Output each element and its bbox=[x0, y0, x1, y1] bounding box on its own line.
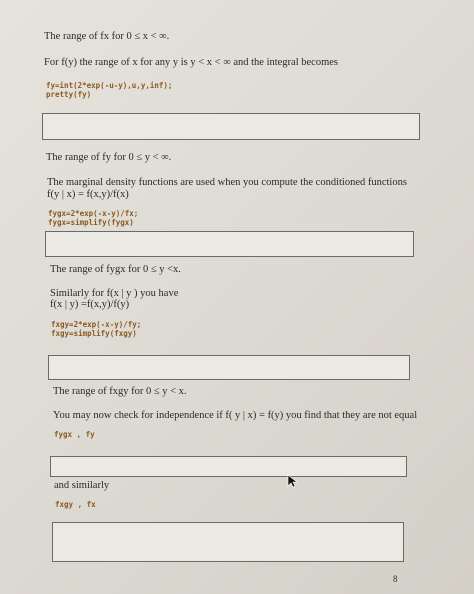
code-line: fygx , fy bbox=[54, 430, 95, 439]
code-line: fy=int(2*exp(-u-y),u,y,inf); bbox=[46, 81, 173, 90]
range-fygx-text: The range of fygx for 0 ≤ y <x. bbox=[50, 264, 181, 275]
range-fy-text: The range of fy for 0 ≤ y < ∞. bbox=[46, 152, 172, 163]
mouse-cursor-icon bbox=[287, 474, 297, 488]
answer-box-3[interactable] bbox=[48, 355, 410, 380]
page-number: 8 bbox=[393, 574, 398, 584]
code-line: fygx=simplify(fygx) bbox=[48, 218, 134, 227]
range-fx-text: The range of fx for 0 ≤ x < ∞. bbox=[44, 31, 170, 42]
answer-box-2[interactable] bbox=[45, 231, 414, 257]
code-line: fygx=2*exp(-x-y)/fx; bbox=[48, 209, 139, 218]
conditional-formula-fygx: f(y | x) = f(x,y)/f(x) bbox=[47, 189, 129, 200]
answer-box-1[interactable] bbox=[42, 113, 420, 140]
code-line: fxgy=2*exp(-x-y)/fy; bbox=[51, 320, 142, 329]
range-fxgy-text: The range of fxgy for 0 ≤ y < x. bbox=[53, 386, 187, 397]
code-line: fxgy , fx bbox=[55, 500, 96, 509]
marginal-density-text: The marginal density functions are used when you compute the conditioned functions bbox=[47, 177, 407, 188]
code-line: fxgy=simplify(fxgy) bbox=[51, 329, 137, 338]
answer-box-5[interactable] bbox=[52, 522, 404, 562]
answer-box-4[interactable] bbox=[50, 456, 407, 477]
conditional-formula-fxgy: f(x | y) =f(x,y)/f(y) bbox=[50, 299, 130, 310]
fy-range-text: For f(y) the range of x for any y is y < x < ∞ and the integral becomes bbox=[44, 57, 338, 68]
independence-text: You may now check for independence if f( y | x) = f(y) you find that they are not equal bbox=[53, 410, 418, 421]
and-similarly-text: and similarly bbox=[54, 480, 110, 491]
code-line: pretty(fy) bbox=[46, 90, 92, 99]
similarly-text: Similarly for f(x | y ) you have bbox=[50, 288, 179, 299]
